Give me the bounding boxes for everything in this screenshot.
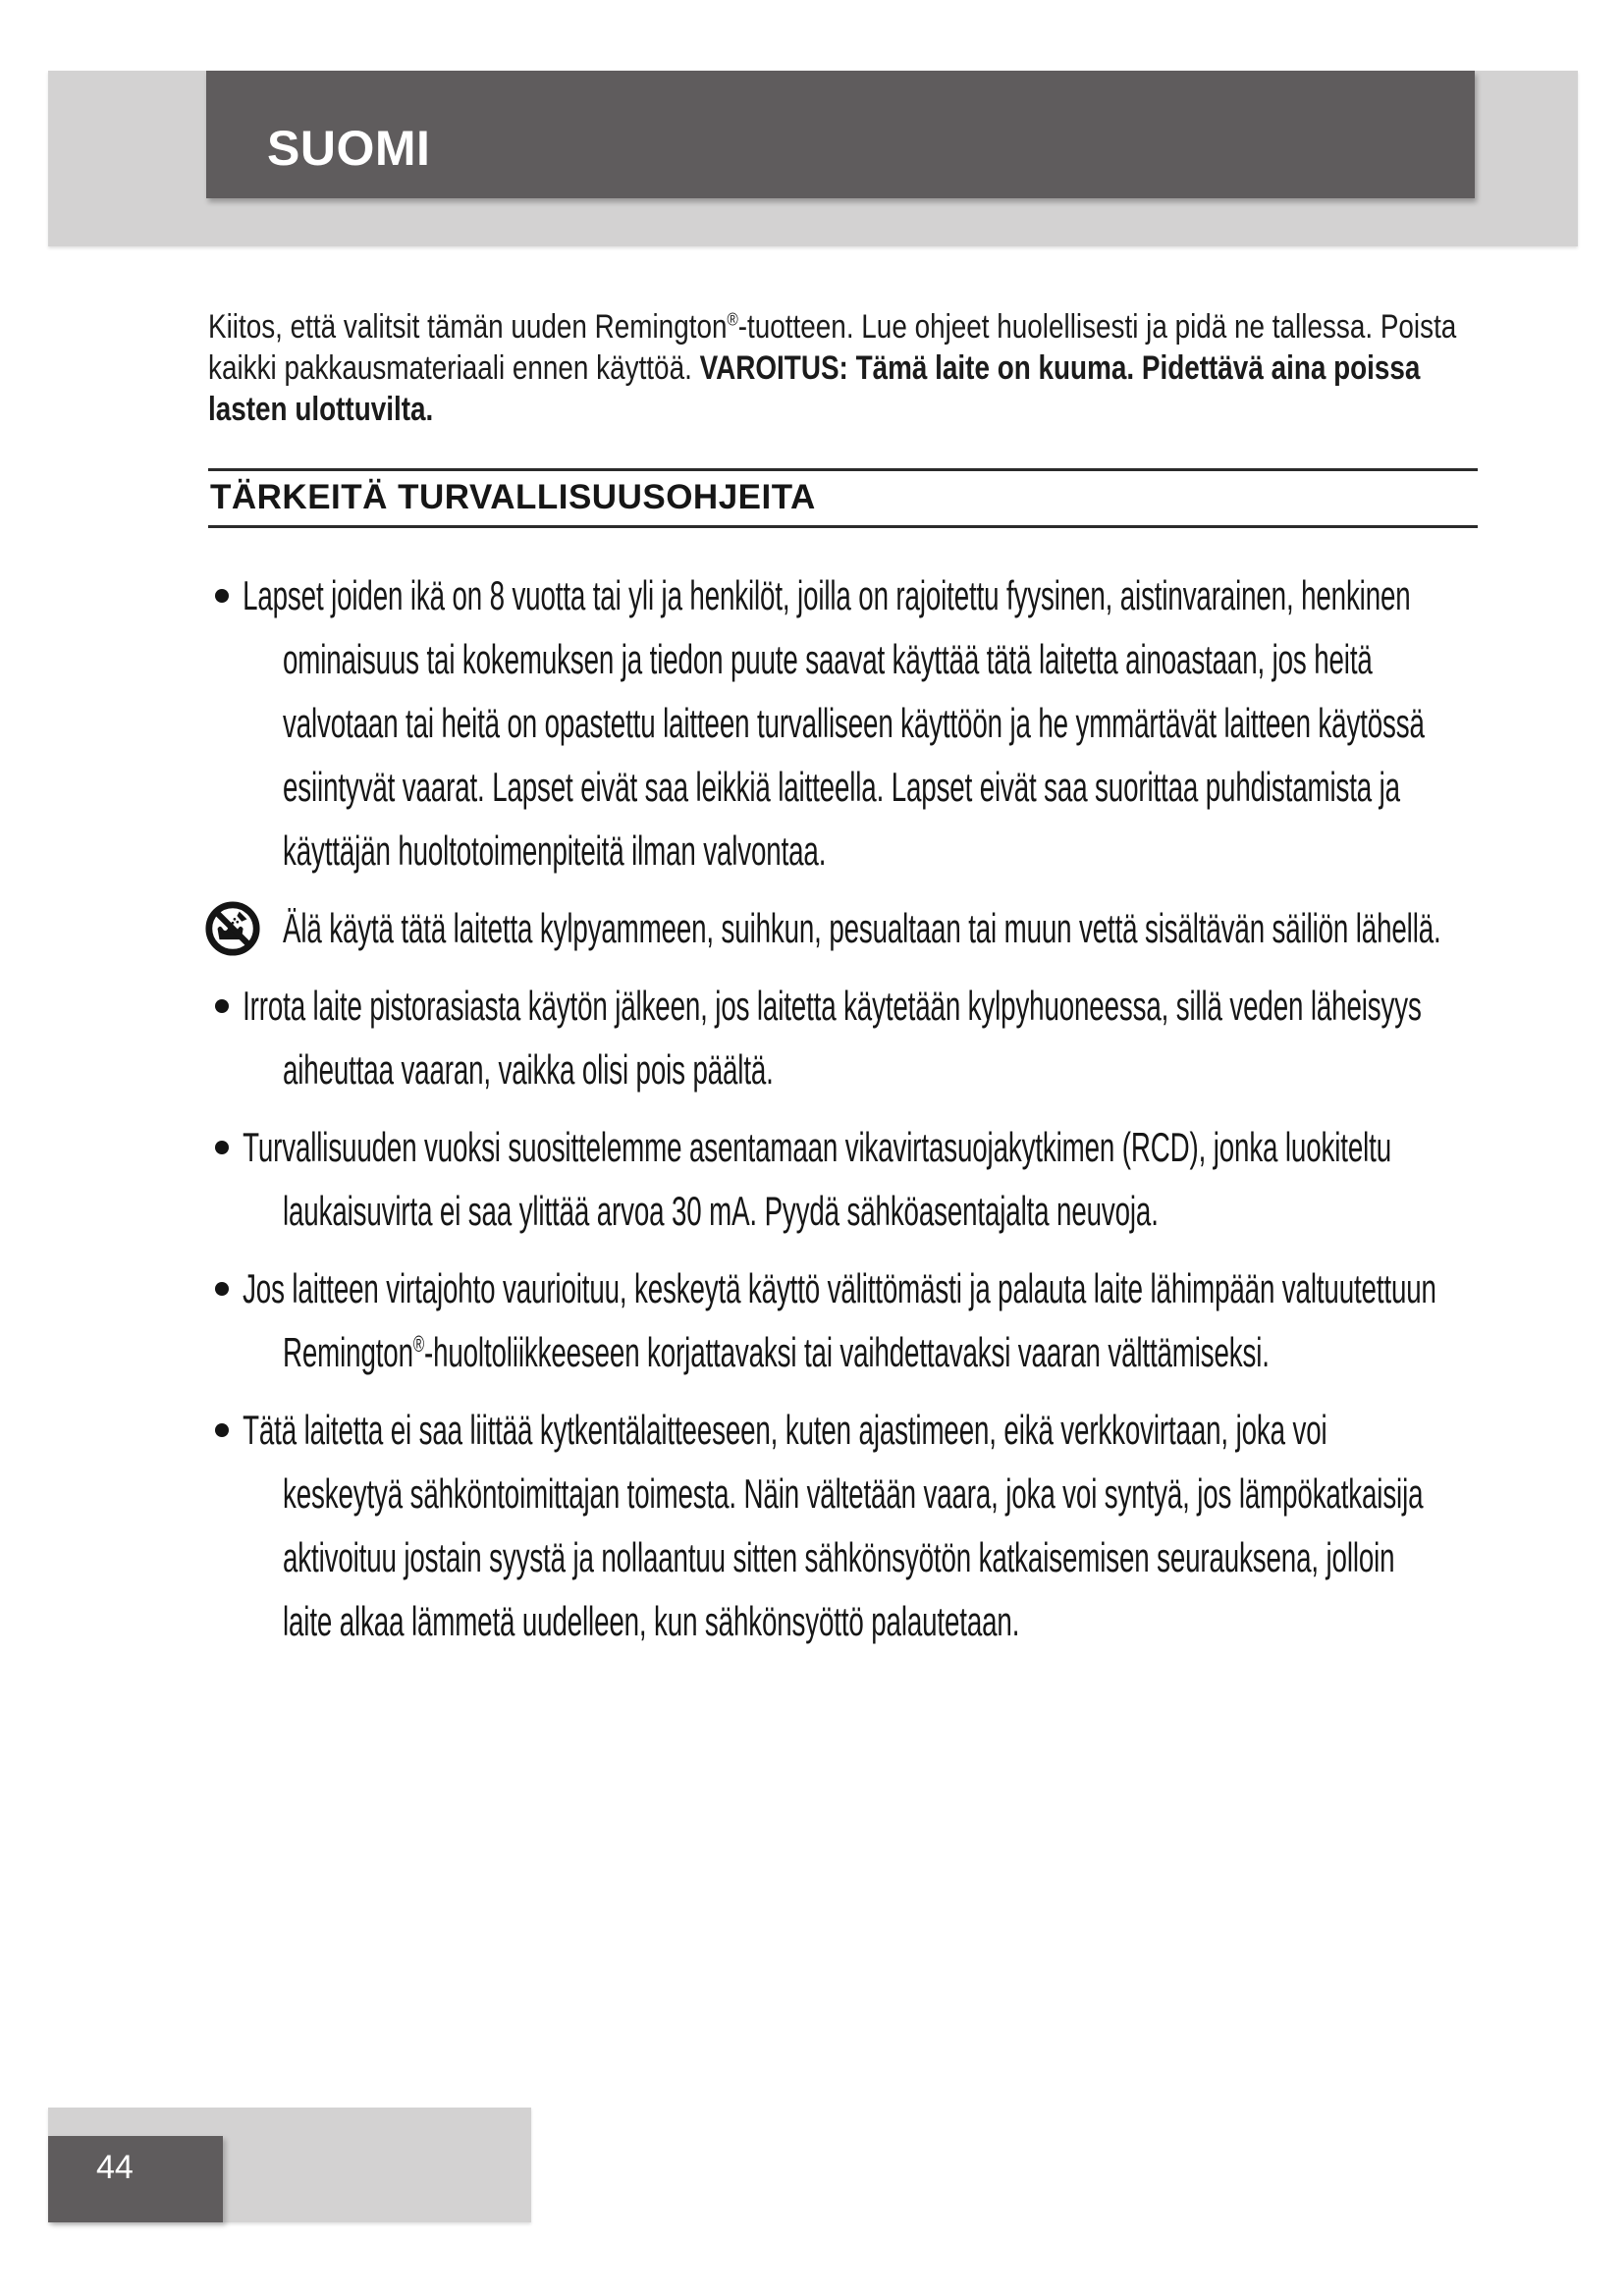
header-band [48, 71, 1578, 246]
bullet-marker-icon [215, 999, 229, 1013]
page-number-box [48, 2136, 223, 2222]
bullet-marker-icon [215, 1423, 229, 1437]
bullet-marker-icon [215, 589, 229, 603]
footer-band [48, 2108, 531, 2222]
safety-instruction-text: Älä käytä tätä laitetta kylpyammeen, suihkun, pesualtaan tai muun vettä sisältävän säiliön lähellä. [283, 905, 1441, 951]
bullet-marker-icon [215, 1141, 229, 1154]
safety-instruction-item [283, 896, 1478, 960]
page-language-title: SUOMI [267, 121, 431, 176]
safety-instruction-text: Turvallisuuden vuoksi suosittelemme asentamaan vikavirtasuojakytkimen (RCD), jonka luokiteltu laukaisuvirta ei saa ylittää arvoa 30 mA. Pyydä sähköasentajalta neuvoja. [243, 1124, 1391, 1234]
safety-instruction-text: Lapset joiden ikä on 8 vuotta tai yli ja henkilöt, joilla on rajoitettu fyysinen, aistinvarainen, henkinen ominaisuus tai kokemuksen ja tiedon puute saavat käyttää tätä laitetta ainoastaan, jos heitä valvotaan tai heitä on opastettu laitteen turvalliseen käyttöön ja he ymmärtävät laitteen käytössä esiintyvät vaarat. Lapset eivät saa leikkiä laitteella. Lapset eivät saa suorittaa puhdistamista ja käyttäjän huoltotoimenpiteitä ilman valvontaa. [243, 572, 1425, 874]
safety-instructions-list [208, 563, 1478, 1653]
intro-text: Kiitos, että valitsit tämän uuden Remington®-tuotteen. Lue ohjeet huolellisesti ja pidä ne tallessa. Poista kaikki pakkausmateriaali ennen käyttöä. [208, 308, 1457, 387]
intro-paragraph [208, 306, 1464, 430]
safety-instruction-item [243, 1115, 1478, 1243]
section-heading: TÄRKEITÄ TURVALLISUUSOHJEITA [208, 468, 1478, 528]
safety-instruction-item [243, 1398, 1478, 1653]
safety-instruction-text: Irrota laite pistorasiasta käytön jälkeen, jos laitetta käytetään kylpyhuoneessa, sillä veden läheisyys aiheuttaa vaaran, vaikka olisi pois päältä. [243, 983, 1422, 1093]
no-bathtub-icon [204, 900, 261, 957]
page-content [208, 306, 1478, 1653]
safety-instruction-item [243, 1256, 1478, 1384]
safety-instruction-text: Tätä laitetta ei saa liittää kytkentälaitteeseen, kuten ajastimeen, eikä verkkovirtaan, joka voi keskeytyä sähköntoimittajan toimesta. Näin vältetään vaara, joka voi syntyä, jos lämpökatkaisija aktivoituu jostain syystä ja nollaantuu sitten sähkönsyötön katkaisemisen seurauksena, jolloin laite alkaa lämmetä uudelleen, kun sähkönsyöttö palautetaan. [243, 1407, 1424, 1644]
safety-instruction-item [243, 974, 1478, 1101]
bullet-marker-icon [215, 1282, 229, 1296]
language-header-bar [206, 71, 1475, 198]
intro-warning-text: VAROITUS: Tämä laite on kuuma. Pidettävä aina poissa lasten ulottuvilta. [208, 349, 1421, 428]
page-number: 44 [96, 2149, 134, 2186]
safety-instruction-item [243, 563, 1478, 882]
safety-instruction-text: Jos laitteen virtajohto vaurioituu, keskeytä käyttö välittömästi ja palauta laite lähimpään valtuutettuun Remington®-huoltoliikkeeseen korjattavaksi tai vaihdettavaksi vaaran välttämiseksi. [243, 1265, 1436, 1375]
